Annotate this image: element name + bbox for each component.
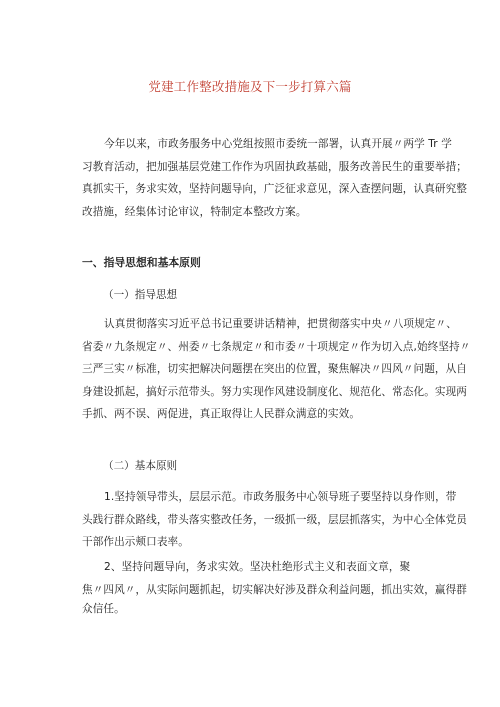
- paragraph-line: 干部作出示颊口表率。: [82, 536, 189, 548]
- intro-line: 习教育活动，把加强基层党建工作作为巩固执政基础，服务改善民生的重要举措；: [82, 160, 467, 173]
- intro-line: 真抓实干，务求实效，坚持问题导向，广泛征求意见，深入查摆问题，认真研究整: [82, 183, 467, 195]
- paragraph-line: 认真贯彻落实习近平总书记重要讲话精神，把贯彻落实中央〃八项规定〃、: [104, 318, 457, 330]
- intro-paragraph: [82, 133, 467, 223]
- document-title: 党建工作整改措施及下一步打算六篇: [148, 79, 352, 94]
- principle-2-paragraph: [82, 556, 467, 617]
- paragraph-line: 手抓、两不误、两促进，真正取得让人民群众满意的实效。: [82, 408, 361, 420]
- paragraph-line: 三严三实〃标准，切实把解决问题摆在突出的位置，聚焦解决〃四风〃问题，从自: [82, 363, 467, 375]
- paragraph-line: 身建设抓起，搞好示范带头。努力实现作风建设制度化、规范化、常态化。实现两: [82, 385, 467, 398]
- paragraph-line: 2、坚持问题导向，务求实效。坚决杜绝形式主义和表面文章，聚: [104, 561, 411, 573]
- intro-line: 改措施，经集体讨论审议，特制定本整改方案。: [82, 205, 307, 218]
- paragraph-line: 头践行群众路线，带头落实整改任务，一级抓一级，层层抓落实，为中心全体党员: [82, 513, 467, 526]
- principle-1-paragraph: [82, 486, 467, 554]
- paragraph-line: 众信任。: [82, 603, 125, 615]
- subsection-heading: （一）指导思想: [103, 289, 178, 301]
- paragraph-line: 省委〃九条规定〃、州委〃七条规定〃和市委〃十项规定〃作为切入点,始终坚持〃: [82, 340, 471, 353]
- subsection-heading: （二）基本原则: [103, 460, 178, 472]
- intro-line: 今年以来，市政务服务中心党组按照市委统一部署，认真开展〃两学 Tr 学: [104, 138, 452, 150]
- paragraph-line: 焦〃四风〃，从实际问题抓起，切实解决好涉及群众利益问题，抓出实效，赢得群: [82, 583, 467, 596]
- paragraph-line: 1.坚持领导带头，层层示范。市政务服务中心领导班子要坚持以身作则，带: [104, 491, 457, 503]
- section-heading: 一、指导思想和基本原则: [82, 256, 201, 269]
- guiding-thought-paragraph: [82, 313, 471, 426]
